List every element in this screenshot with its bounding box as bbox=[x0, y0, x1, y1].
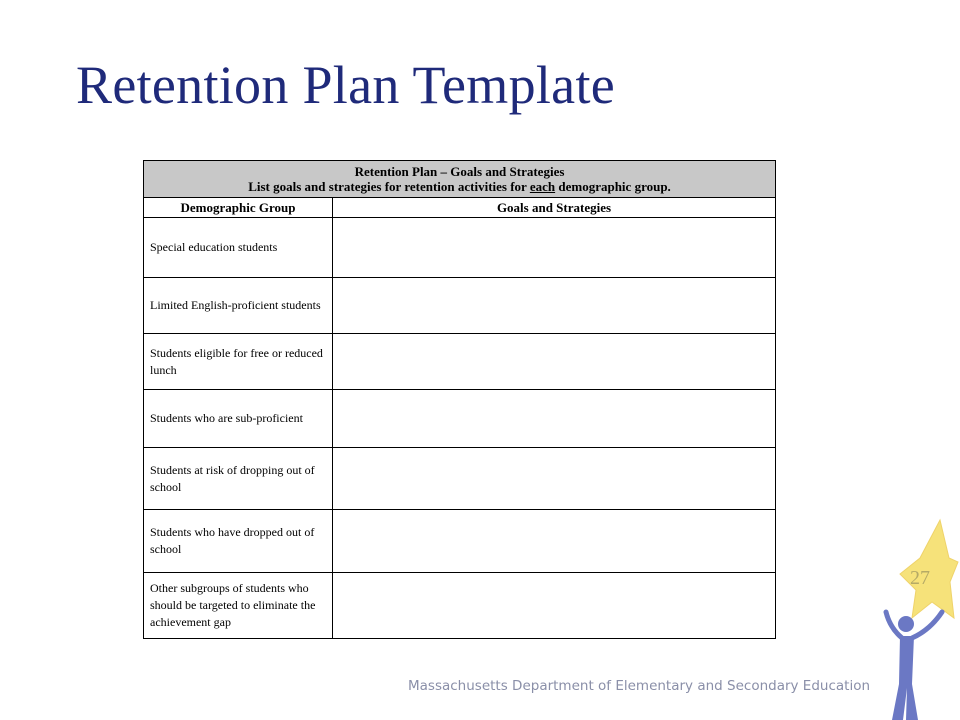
goals-strategies-cell bbox=[333, 390, 776, 448]
table-title-cell bbox=[144, 161, 776, 198]
slide-title: Retention Plan Template bbox=[76, 55, 616, 115]
star-person-icon bbox=[862, 518, 960, 720]
figure-body bbox=[892, 636, 918, 720]
table-row bbox=[144, 573, 776, 639]
table-row bbox=[144, 448, 776, 510]
table-row bbox=[144, 334, 776, 390]
demographic-group-cell: Students at risk of dropping out of school bbox=[144, 448, 333, 510]
goals-strategies-cell bbox=[333, 510, 776, 573]
table-row bbox=[144, 218, 776, 278]
goals-strategies-cell bbox=[333, 573, 776, 639]
demographic-group-cell: Special education students bbox=[144, 218, 333, 278]
table-instructions bbox=[144, 179, 775, 194]
goals-strategies-cell bbox=[333, 218, 776, 278]
demographic-group-cell: Limited English-proficient students bbox=[144, 278, 333, 334]
demographic-group-cell: Students eligible for free or reduced lunch bbox=[144, 334, 333, 390]
table-row bbox=[144, 278, 776, 334]
retention-plan-table-container bbox=[143, 160, 775, 639]
retention-plan-table bbox=[143, 160, 776, 639]
goals-strategies-cell bbox=[333, 334, 776, 390]
demographic-group-cell: Students who are sub-proficient bbox=[144, 390, 333, 448]
figure-head bbox=[898, 616, 914, 632]
table-title: Retention Plan – Goals and Strategies bbox=[354, 164, 565, 179]
demographic-group-cell: Students who have dropped out of school bbox=[144, 510, 333, 573]
figure-right-arm bbox=[912, 612, 942, 638]
table-row bbox=[144, 390, 776, 448]
table-instructions-prefix: List goals and strategies for retention activities for bbox=[248, 179, 530, 194]
column-header-goals-and-strategies: Goals and Strategies bbox=[333, 198, 776, 218]
footer-organization: Massachusetts Department of Elementary and Secondary Education bbox=[408, 678, 871, 694]
page-number: 27 bbox=[910, 567, 930, 589]
demographic-group-cell: Other subgroups of students who should be targeted to eliminate the achievement gap bbox=[144, 573, 333, 639]
column-header-demographic-group: Demographic Group bbox=[144, 198, 333, 218]
table-instructions-suffix: demographic group. bbox=[555, 179, 671, 194]
table-instructions-emphasis: each bbox=[529, 179, 556, 194]
goals-strategies-cell bbox=[333, 448, 776, 510]
goals-strategies-cell bbox=[333, 278, 776, 334]
table-row bbox=[144, 510, 776, 573]
